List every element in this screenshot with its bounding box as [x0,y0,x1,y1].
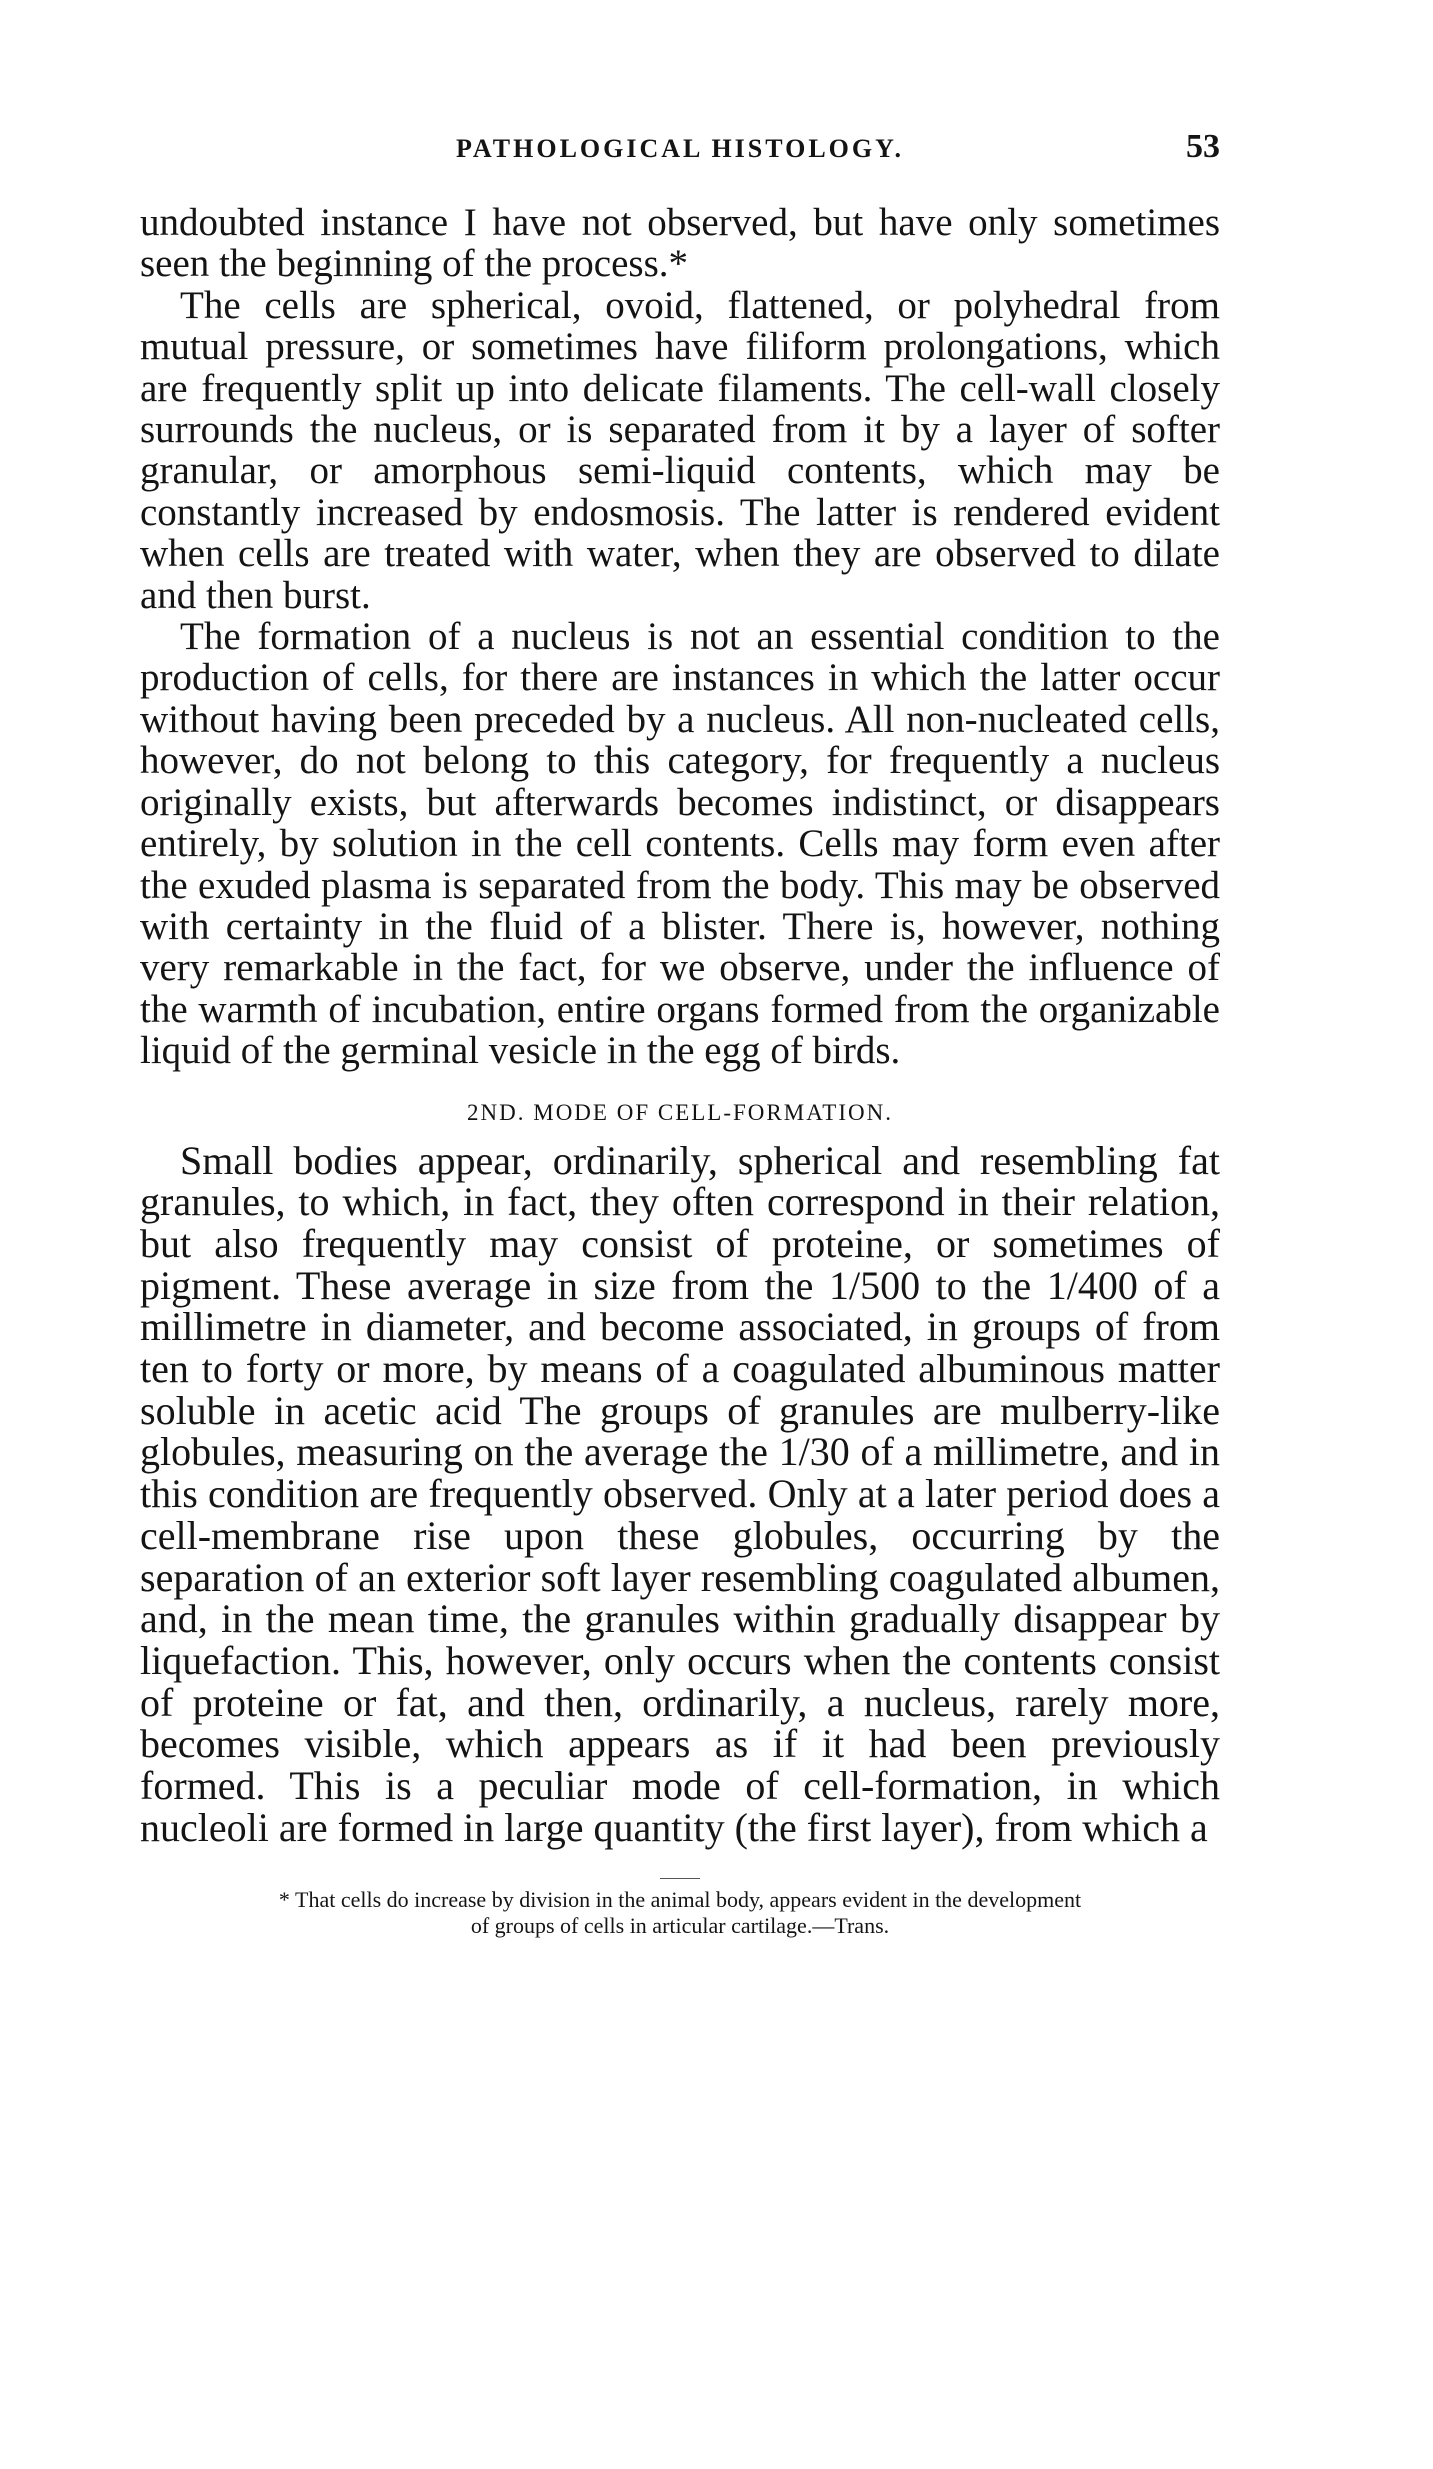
body-text [140,202,1220,1072]
section-heading: 2ND. MODE OF CELL-FORMATION. [467,1099,893,1125]
running-head: PATHOLOGICAL HISTOLOGY. [455,134,905,163]
page-number: 53 [1186,128,1220,165]
book-page [140,118,1220,1939]
footnote-line-1: * That cells do increase by division in the animal body, appears evident in the development [278,1887,1082,1913]
paragraph-continued: undoubted instance I have not observed, but have only sometimes seen the beginning of the process.* [140,201,1220,286]
page-header [140,118,1220,168]
footnote-line-2: of groups of cells in articular cartilage.—Trans. [470,1913,890,1939]
paragraph-cell-shape: The cells are spherical, ovoid, flattened, or polyhedral from mutual pressure, or sometimes have filiform prolongations, which are frequently split up into delicate filaments. The cell-wall closely surrounds the nucleus, or is separated from it by a layer of softer granular, or amorphous semi-liquid contents, which may be constantly increased by endosmosis. The latter is rendered evident when cells are treated with water, when they are observed to dilate and then burst. [140,283,1220,617]
paragraph-cell-formation: Small bodies appear, ordinarily, spherical and resembling fat granules, to which, in fact, they often correspond in their relation, but also frequently may consist of proteine, or sometimes of pigment. These average in size from the 1/500 to the 1/400 of a millimetre in diameter, and become associated, in groups of from ten to forty or more, by means of a coagulated albuminous matter soluble in acetic acid The groups of granules are mulberry-like globules, measuring on the average the 1/30 of a millimetre, and in this condition are frequently observed. Only at a later period does a cell-membrane rise upon these globules, occurring by the separation of an exterior soft layer resembling coagulated albumen, and, in the mean time, the granules within gradually disappear by liquefaction. This, however, only occurs when the contents consist of proteine or fat, and then, ordinarily, a nucleus, rarely more, becomes visible, which appears as if it had been previously formed. This is a peculiar mode of cell-formation, in which nucleoli are formed in large quantity (the first layer), from which a [140,1137,1220,1850]
section-body [140,1137,1220,1850]
footnote-rule [660,1878,700,1879]
footnote [140,1887,1220,1939]
paragraph-nucleus: The formation of a nucleus is not an essential condition to the production of cells, for there are instances in which the latter occur without having been preceded by a nucleus. All non-nucleated cells, however, do not belong to this category, for frequently a nucleus originally exists, but afterwards becomes indistinct, or disappears entirely, by solution in the cell contents. Cells may form even after the exuded plasma is separated from the body. This may be observed with certainty in the fluid of a blister. There is, however, nothing very remarkable in the fact, for we observe, under the influence of the warmth of incubation, entire organs formed from the organizable liquid of the germinal vesicle in the egg of birds. [140,615,1220,1073]
